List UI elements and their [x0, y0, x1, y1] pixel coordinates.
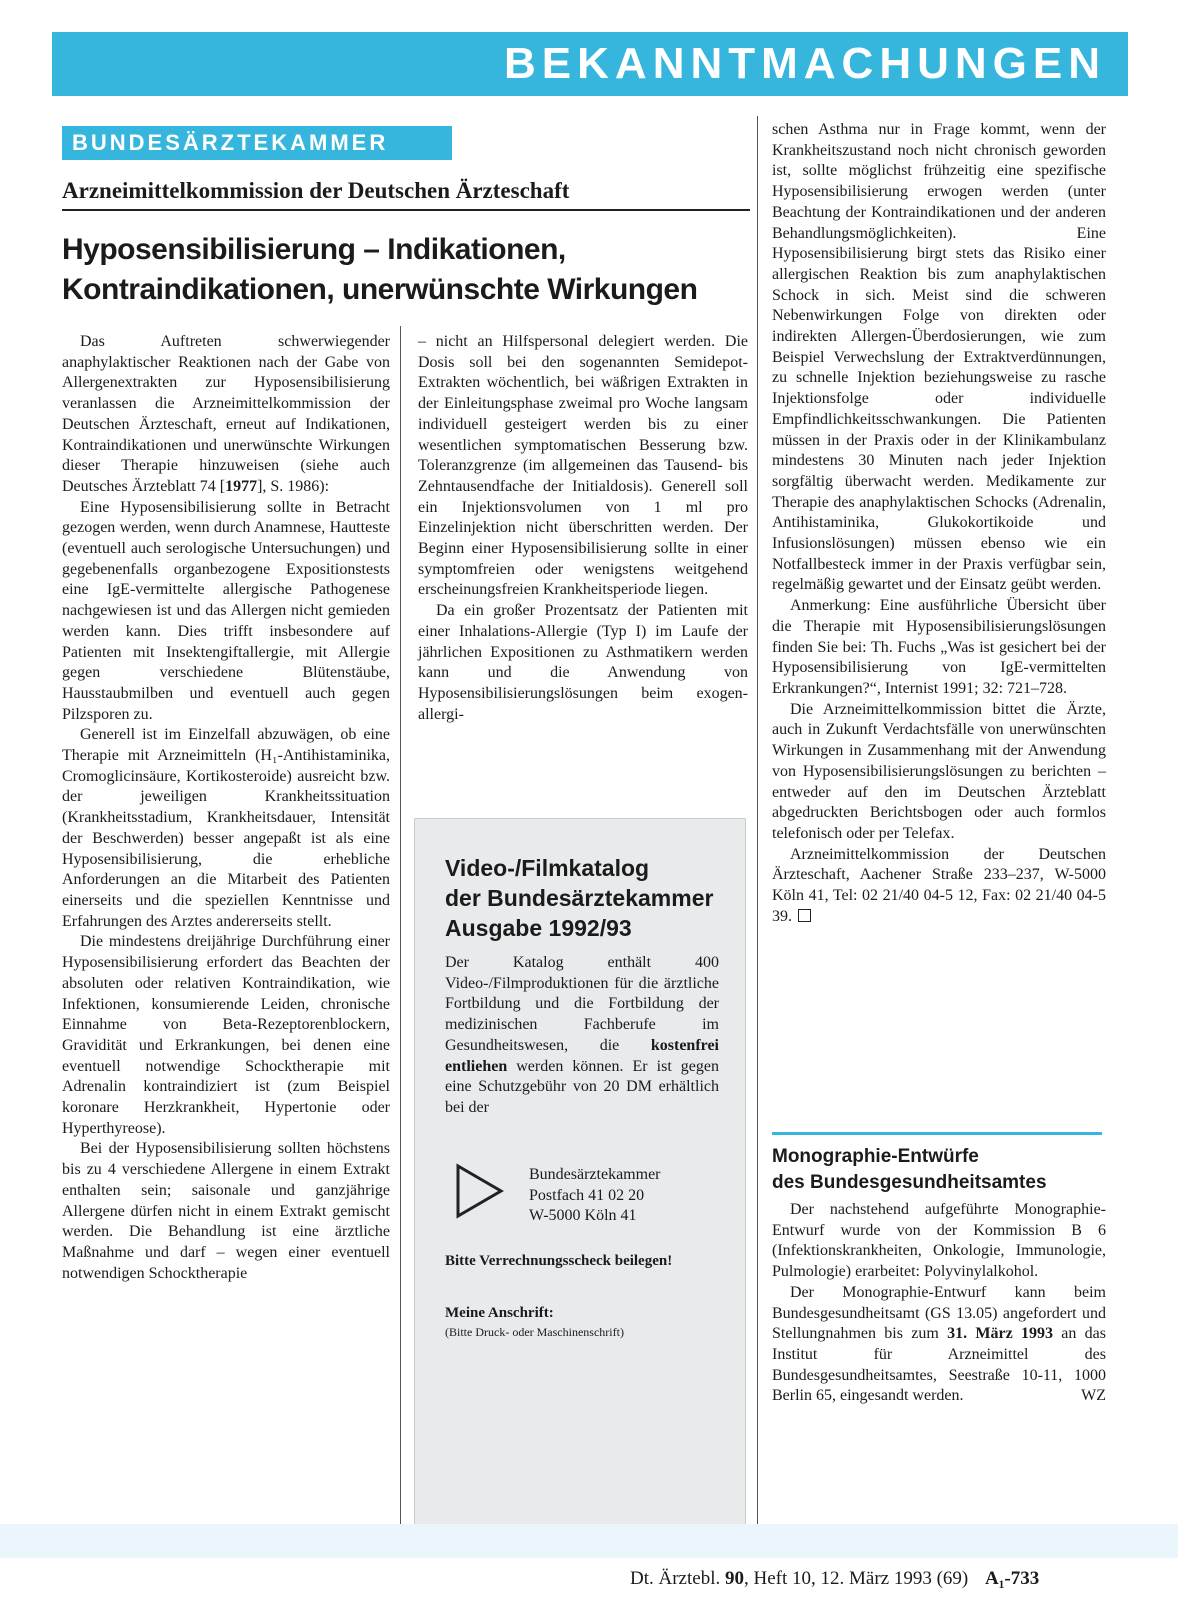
footer-journal: Dt. Ärztebl.: [630, 1568, 721, 1589]
ad-call-to-action: Bitte Verrechnungsscheck beilegen!: [445, 1253, 673, 1269]
footer-bar: [0, 1524, 1178, 1558]
ad-title-line: der Bundesärztekammer: [445, 885, 714, 911]
section-rule: [772, 1132, 1102, 1135]
ad-title: [445, 853, 735, 943]
paragraph: schen Asthma nur in Frage kommt, wenn der Krankheitszustand noch nicht chronisch geworden ist, sollte möglichst frühzeitig eine spezifische Hyposensibilisierung erwogen werden (unter Beachtung der Kontraindikationen und der anderen Behandlungsmöglichkeiten). Eine Hyposensibilisierung birgt stets das Risiko einer allergischen Reaktion bis zum anaphylaktischen Schock in sich. Meist sind die schweren Nebenwirkungen Folge von direkten oder indirekten Allergen-Überdosierungen, wie zum Beispiel Verwechslung der Extraktverdünnungen, zu schnelle Injektion beziehungsweise zu rasche Injektionsfolge oder individuelle Empfindlichkeitsschwankungen. Die Patienten müssen in der Praxis oder in der Klinikambulanz mindestens 30 Minuten nach jeder Injektion sorgfältig überwacht werden. Medikamente zur Therapie des anaphylaktischen Schocks (Adrenalin, Antihistaminika, Glukokortikoide und Infusionslösungen) müssen ebenso wie ein Notfallbesteck immer in der Praxis verfügbar sein, regelmäßig gewartet und der Einsatz geübt werden.: [772, 121, 1106, 594]
article-headline: [62, 230, 752, 310]
column-divider: [400, 326, 401, 1526]
footer-issue: , Heft 10, 12. März 1993 (69): [743, 1568, 969, 1589]
column-divider: [757, 116, 758, 1526]
ad-title-line: Video-/Filmkatalog: [445, 855, 650, 881]
end-mark-icon: [798, 909, 811, 922]
paragraph: [62, 332, 390, 498]
paragraph-text: an das Institut für Arzneimittel des Bundesgesundheitsamtes, Seestraße 10-11, 1000 Berlin 65, eingesandt werden.: [772, 1325, 1106, 1405]
ad-title-line: Ausgabe 1992/93: [445, 915, 632, 941]
deadline-date: 31. März 1993: [947, 1325, 1053, 1343]
monograph-heading: [772, 1144, 1106, 1196]
footer-volume: 90: [724, 1568, 744, 1589]
banner: [52, 32, 1128, 96]
paragraph: Anmerkung: Eine ausführliche Übersicht über die Therapie mit Hyposensibilisierungslösungen finden Sie bei: Th. Fuchs „Was ist gesichert bei der Hyposensibilisierung von IgE-vermittelten Erkrankungen?“, Internist 1991; 32: 721–728.: [772, 597, 1106, 697]
organization-heading: Arzneimittelkommission der Deutschen Ärzteschaft: [62, 176, 750, 211]
paragraph: [772, 845, 1106, 928]
address-line: W-5000 Köln 41: [529, 1207, 637, 1225]
paragraph: – nicht an Hilfspersonal delegiert werden. Die Dosis soll bei den sogenannten Semidepot-Extrakten wöchentlich, bei wäßrigen Extrakten in der Einleitungsphase zweimal pro Woche langsam individuell gesteigert werden bis zu einer wesentlichen symptomatischen Besserung bzw. Toleranzgrenze (im allgemeinen das Tausend- bis Zehntausendfache der Initialdosis). Generell soll ein Injektionsvolumen von 1 ml pro Einzelinjektion nicht überschritten werden. Der Beginn einer Hyposensibilisierung sollte in einer symptomfreien oder wenigstens weitgehend erscheinungsfreien Krankheitsperiode liegen.: [418, 333, 748, 599]
ad-text-part: Der Katalog enthält 400 Video-/Filmproduktionen für die ärztliche Fortbildung und die Fortbildung der medizinischen Fachberufe im Gesundheitswesen, die: [445, 954, 719, 1054]
paragraph-text: Der Monographie-Entwurf kann beim Bundesgesundheitsamt (GS 13.05) angefordert und Stellungnahmen bis zum: [772, 1283, 1106, 1343]
section-tag-label: BUNDESÄRZTEKAMMER: [72, 130, 389, 155]
ad-form-label: Meine Anschrift:: [445, 1305, 554, 1321]
paragraph: Da ein großer Prozentsatz der Patienten mit einer Inhalations-Allergie (Typ I) im Laufe der jährlichen Expositionen zu Asthmatikern werden kann und die Anwendung von Hyposensibilisierungslösungen beim exogen-allergi-: [418, 602, 748, 723]
page-footer: [630, 1568, 1039, 1590]
ad-form-hint: (Bitte Druck- oder Maschinenschrift): [445, 1325, 624, 1339]
ad-text: [445, 953, 719, 1119]
banner-title: BEKANNTMACHUNGEN: [504, 39, 1106, 88]
address-line: Bundesärztekammer: [529, 1166, 661, 1183]
headline-line-2: Kontraindikationen, unerwünschte Wirkungen: [62, 273, 698, 306]
section-tag: [62, 126, 452, 160]
article-column-2: [418, 332, 748, 725]
paragraph: Der nachstehend aufgeführte Monographie-Entwurf wurde von der Kommission B 6 (Infektionskrankheiten, Onkologie, Immunologie, Pulmologie) erarbeitet: Polyvinylalkohol.: [772, 1201, 1106, 1281]
paragraph: Bei der Hyposensibilisierung sollten höchstens bis zu 4 verschiedene Allergene in einem Extrakt enthalten sein; saisonale und ganzjährige Allergene dürfen nicht in einem Extrakt gemischt werden. Die Behandlung ist eine ärztliche Maßnahme und darf – wegen einer eventuell notwendigen Schocktherapie: [62, 1140, 390, 1282]
address-line: Postfach 41 02 20: [529, 1186, 645, 1204]
paragraph: Generell ist im Einzelfall abzuwägen, ob eine Therapie mit Arzneimitteln (H₁-Antihistaminika, Cromoglicinsäure, Kortikosteroide) ausreicht bzw. der jeweiligen Krankheitssituation (Krankheitsstadium, Krankheitsdauer, Intensität der Beschwerden) besser angepaßt ist als eine Hyposensibilisierung, die erhebliche Anforderungen an die Mitarbeit des Patienten einerseits und die speziellen Kenntnisse und Erfahrungen des Arztes andererseits stellt.: [62, 726, 390, 930]
author-initials: WZ: [1081, 1387, 1106, 1405]
paragraph: Die mindestens dreijährige Durchführung einer Hyposensibilisierung erfordert das Beachten der absoluten oder relativen Kontraindikation, wie Infektionen, konsumierende Leiden, chronische Einnahme von Beta-Rezeptorenblockern, Gravidität und Erkrankungen, bei denen eine eventuell notwendige Schocktherapie mit Adrenalin kontraindiziert ist (zum Beispiel koronare Herzkrankheit, Hypertonie oder Hyperthyreose).: [62, 933, 390, 1137]
ad-text-part: werden können. Er ist gegen eine Schutzgebühr von 20 DM erhältlich bei der: [445, 1057, 719, 1116]
article-column-3: [772, 120, 1106, 927]
monograph-heading-line: des Bundesgesundheitsamtes: [772, 1172, 1047, 1193]
paragraph-text: Arzneimittelkommission der Deutschen Ärzteschaft, Aachener Straße 233–237, W-5000 Köln 41, Tel: 02 21/40 04-5 12, Fax: 02 21/40 04-5 39.: [772, 845, 1106, 925]
headline-line-1: Hyposensibilisierung – Indikationen,: [62, 233, 566, 266]
catalog-advertisement: [414, 818, 746, 1532]
monograph-heading-line: Monographie-Entwürfe: [772, 1146, 979, 1167]
paragraph: Eine Hyposensibilisierung sollte in Betracht gezogen werden, wenn durch Anamnese, Hautteste (eventuell auch serologische Untersuchungen) und gegebenenfalls organbezogene Expositionstests eine IgE-vermittelte allergische Pathogenese nachgewiesen ist und das Allergen nicht gemieden werden kann. Dies trifft insbesondere auf Patienten mit Insektengiftallergie, mit Allergie gegen verschiedene Blütenstäube, Hausstaubmilben und eventuell auch gegen Pilzsporen zu.: [62, 498, 390, 723]
article-column-1: [62, 332, 390, 1284]
ad-text-emphasis: kostenfrei entliehen: [445, 1036, 719, 1075]
year-reference: 1977: [225, 477, 258, 495]
play-arrow-icon: [455, 1163, 505, 1219]
paragraph-text: ], S. 1986):: [257, 477, 330, 495]
paragraph: Die Arzneimittelkommission bittet die Ärzte, auch in Zukunft Verdachtsfälle von unerwünschten Wirkungen in Zusammenhang mit der Anwendung von Hyposensibilisierungslösungen zu berichten – entweder auf den im Deutschen Ärzteblatt abgedruckten Berichtsbogen oder auch formlos telefonisch oder per Telefax.: [772, 700, 1106, 842]
paragraph: [772, 1283, 1106, 1407]
ad-address: [529, 1165, 661, 1227]
footer-page-number: A₁-733: [985, 1568, 1040, 1589]
paragraph-text: Das Auftreten schwerwiegender anaphylaktischer Reaktionen nach der Gabe von Allergenextrakten zur Hyposensibilisierung veranlassen die Arzneimittelkommission der Deutschen Ärzteschaft, erneut auf Indikationen, Kontraindikationen und unerwünschte Wirkungen dieser Therapie hinzuweisen (siehe auch Deutsches Ärzteblatt 74 [: [62, 333, 390, 495]
monograph-body: [772, 1200, 1106, 1407]
